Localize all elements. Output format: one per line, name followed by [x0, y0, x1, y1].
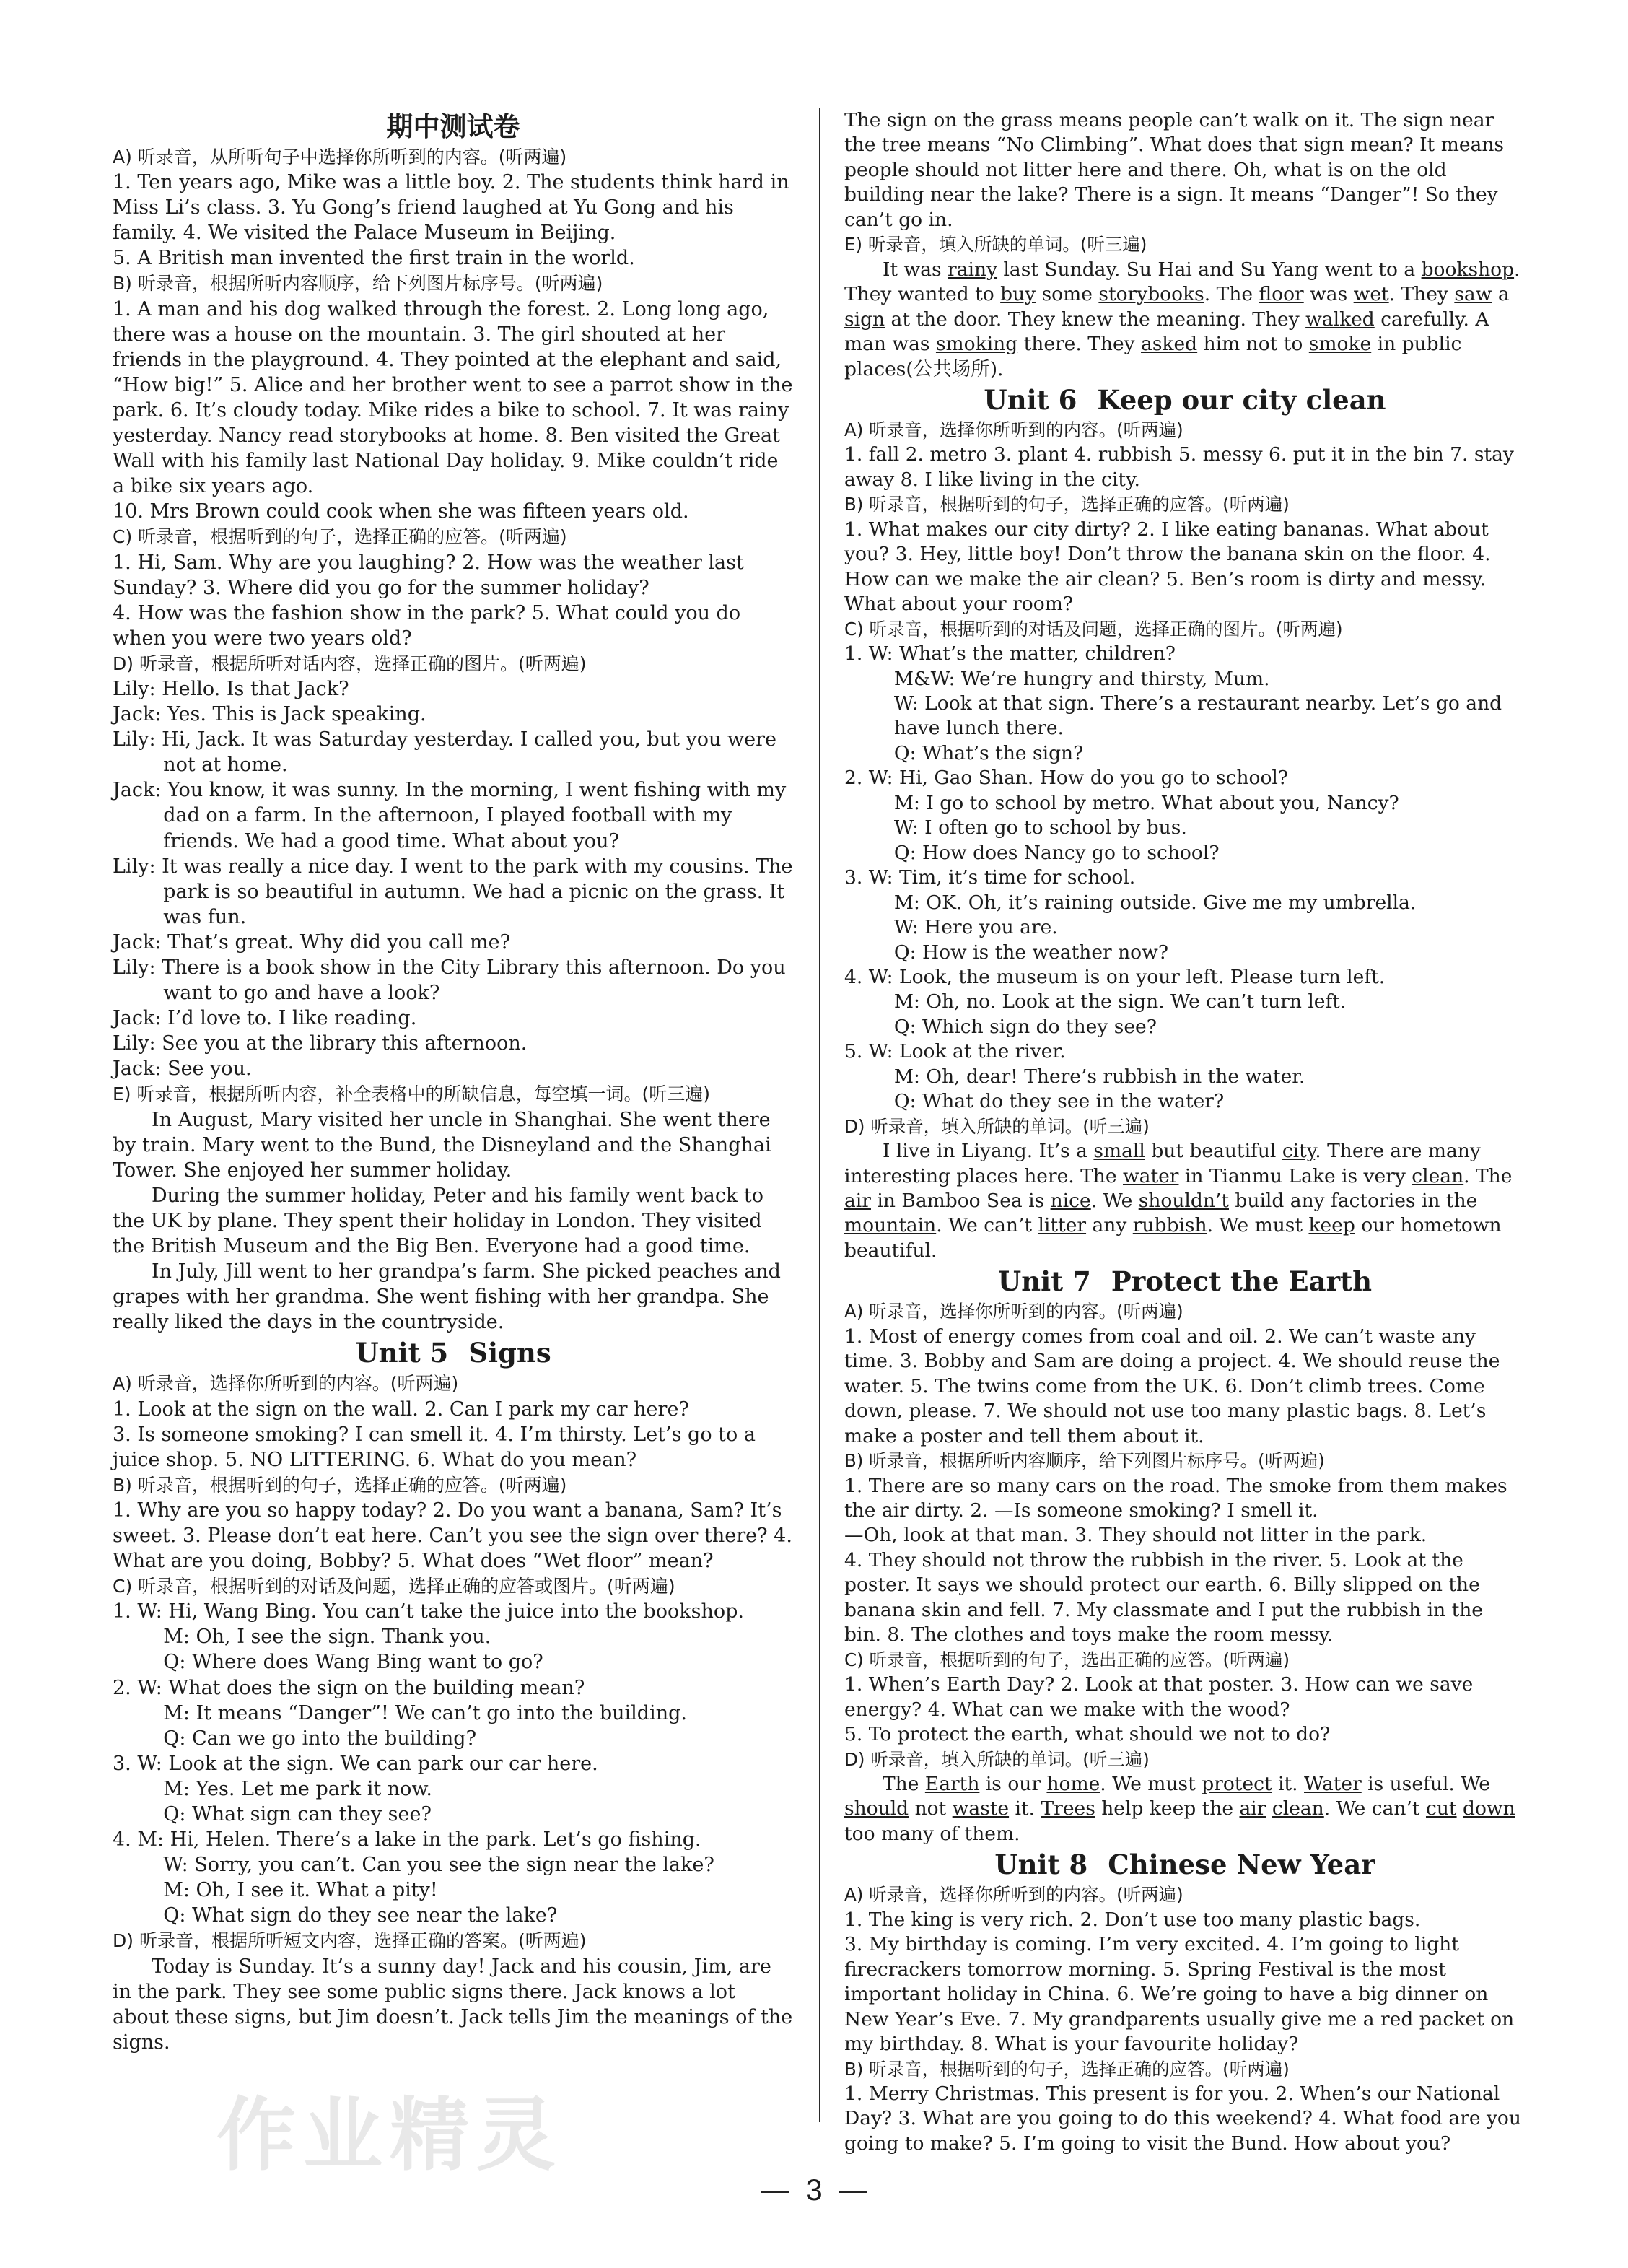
- unit-number: Unit 8: [994, 1849, 1088, 1881]
- text-paragraph: 1. Merry Christmas. This present is for you. 2. When’s our National Day? 3. What are you going to do this weekend? 4. What food are you going to make? 5. I’m going to visit the Bund. How about you?: [844, 2082, 1521, 2155]
- dialogue-line: Lily: It was really a nice day. I went to the park with my cousins. The park is so beautiful in autumn. We had a picnic on the grass. It was fun.: [113, 855, 793, 928]
- passage-text: [1457, 1797, 1463, 1820]
- dialogue-line: Jack: You know, it was sunny. In the morning, I went fishing with my dad on a farm. In the afternoon, I played football with my friends. We had a good time. What about you?: [113, 779, 787, 852]
- passage-text: a: [1492, 283, 1510, 306]
- answer-blank-word: wet: [1353, 283, 1389, 306]
- unit-title: [844, 382, 1526, 418]
- passage-text: there. They: [1017, 333, 1142, 356]
- passage-text: is useful. We: [1361, 1773, 1490, 1795]
- instruction-line: B) 听录音，根据所听内容顺序，给下列图片标序号。(听两遍): [113, 273, 603, 295]
- unit-title: [113, 1335, 794, 1371]
- passage-paragraph: [844, 1139, 1526, 1263]
- answer-blank-word: smoking: [935, 333, 1018, 356]
- passage-text: . We must: [1100, 1773, 1202, 1795]
- text-paragraph: 1. Look at the sign on the wall. 2. Can I park my car here?: [113, 1397, 689, 1421]
- passage-text: in Tianmu Lake is very: [1178, 1164, 1412, 1187]
- passage-text: I live in Liyang. It’s a: [883, 1140, 1094, 1163]
- answer-blank-word: water: [1122, 1164, 1179, 1187]
- text-paragraph: 1. Ten years ago, Mike was a little boy. 2. The students think hard in Miss Li’s class. 3. Yu Gong’s friend laughed at Yu Gong and his family. 4. We visited the Palace Museum in Beijing.: [113, 171, 789, 245]
- text-paragraph: 5. A British man invented the first train in the world.: [113, 247, 635, 270]
- passage-paragraph: In July, Jill went to her grandpa’s farm. She picked peaches and grapes with her grandma. She went fishing with her grandpa. She really liked the days in the countryside.: [113, 1260, 781, 1334]
- answer-blank-word: asked: [1141, 333, 1198, 356]
- passage-text: him not to: [1197, 333, 1309, 356]
- answer-blank-word: buy: [1000, 283, 1036, 306]
- question-line: 5. W: Look at the river.: [844, 1040, 1066, 1063]
- unit-number: Unit 6: [984, 383, 1077, 416]
- answer-blank-word: waste: [952, 1797, 1010, 1820]
- dialogue-subline: W: I often go to school by bus.: [893, 816, 1187, 839]
- question-line: 4. M: Hi, Helen. There’s a lake in the park. Let’s go fishing.: [113, 1828, 701, 1852]
- passage-text: . We can’t: [936, 1214, 1038, 1237]
- passage-paragraph: Today is Sunday. It’s a sunny day! Jack and his cousin, Jim, are in the park. They see some public signs there. Jack knows a lot about these signs, but Jim doesn’t. Jack tells Jim the meanings of the signs.: [113, 1955, 793, 2054]
- text-paragraph: 3. My birthday is coming. I’m very excited. 4. I’m going to light firecrackers tomorrow morning. 5. Spring Festival is the most important holiday in China. 6. We’re going to have a big dinner on New Year’s Eve. 7. My grandparents usually give me a red packet on my birthday. 8. What is your favourite holiday?: [844, 1933, 1515, 2056]
- passage-text: . We: [1090, 1190, 1139, 1213]
- instruction-line: D) 听录音，填入所缺的单词。(听三遍): [844, 1748, 1150, 1770]
- dialogue-subline: Q: What’s the sign?: [893, 741, 1084, 764]
- watermark: 作业精灵: [216, 2089, 563, 2181]
- passage-text: any: [1086, 1214, 1133, 1237]
- passage-text: it.: [1272, 1773, 1305, 1795]
- left-column: [113, 108, 794, 2055]
- instruction-line: B) 听录音，根据听到的句子，选择正确的应答。(听两遍): [113, 1474, 567, 1496]
- text-paragraph: 10. Mrs Brown could cook when she was fifteen years old.: [113, 500, 689, 523]
- dialogue-subline: M: OK. Oh, it’s raining outside. Give me my umbrella.: [893, 891, 1417, 914]
- dialogue-line: Lily: See you at the library this afternoon.: [113, 1032, 528, 1055]
- instruction-line: D) 听录音，根据所听对话内容，选择正确的图片。(听两遍): [113, 653, 587, 674]
- instruction-line: C) 听录音，根据听到的句子，选择正确的应答。(听两遍): [113, 526, 567, 548]
- text-paragraph: The sign on the grass means people can’t walk on it. The sign near the tree means “No Climbing”. What does that sign mean? It means people should not litter here and there. Oh, what is on the old building near the lake? There is a sign. It means “Danger”! So they can’t go in.: [844, 109, 1505, 231]
- unit-name: Protect the Earth: [1111, 1265, 1373, 1298]
- instruction-line: B) 听录音，根据听到的句子，选择正确的应答。(听两遍): [844, 2058, 1290, 2080]
- answer-blank-word: cut: [1425, 1797, 1457, 1820]
- question-line: 4. W: Look, the museum is on your left. Please turn left.: [844, 965, 1386, 988]
- answer-blank-word: Earth: [924, 1773, 980, 1795]
- dialogue-subline: Q: What sign do they see near the lake?: [163, 1904, 558, 1927]
- text-paragraph: 1. The king is very rich. 2. Don’t use too many plastic bags.: [844, 1908, 1421, 1931]
- answer-blank-word: should: [844, 1797, 909, 1820]
- instruction-line: C) 听录音，根据听到的对话及问题，选择正确的应答或图片。(听两遍): [113, 1576, 675, 1597]
- instruction-line: E) 听录音，根据所听内容，补全表格中的所缺信息，每空填一词。(听三遍): [113, 1083, 711, 1105]
- passage-text: not: [909, 1797, 953, 1820]
- unit-number: Unit 5: [355, 1337, 449, 1369]
- dialogue-line: Jack: See you.: [113, 1057, 252, 1081]
- question-line: 1. W: What’s the matter, children?: [844, 642, 1176, 666]
- passage-text: . The: [1204, 283, 1259, 306]
- answer-blank-word: saw: [1454, 283, 1492, 306]
- question-line: 3. W: Tim, it’s time for school.: [844, 866, 1136, 889]
- passage-paragraph: [844, 258, 1526, 382]
- instruction-line: A) 听录音，选择你所听到的内容。(听两遍): [844, 1301, 1183, 1322]
- answer-blank-word: air: [844, 1190, 871, 1213]
- passage-text: at the door. They knew the meaning. They: [885, 308, 1306, 331]
- unit-name: Signs: [468, 1337, 551, 1369]
- answer-blank-word: nice: [1050, 1190, 1091, 1213]
- dialogue-subline: Q: What do they see in the water?: [893, 1090, 1225, 1113]
- section-title: 期中测试卷: [386, 110, 520, 142]
- answer-blank-word: bookshop: [1421, 258, 1515, 281]
- text-paragraph: 1. fall 2. metro 3. plant 4. rubbish 5. messy 6. put it in the bin 7. stay away 8. I like living in the city.: [844, 443, 1514, 491]
- text-paragraph: 3. Is someone smoking? I can smell it. 4. I’m thirsty. Let’s go to a juice shop. 5. NO LITTERING. 6. What do you mean?: [113, 1423, 756, 1471]
- answer-blank-word: down: [1462, 1797, 1515, 1820]
- dialogue-subline: M: Oh, no. Look at the sign. We can’t turn left.: [893, 990, 1347, 1013]
- answer-blank-word: walked: [1305, 308, 1375, 331]
- dialogue-subline: Q: How does Nancy go to school?: [893, 841, 1220, 864]
- instruction-line: A) 听录音，选择你所听到的内容。(听两遍): [844, 419, 1183, 440]
- dialogue-line: Jack: That’s great. Why did you call me?: [113, 930, 511, 954]
- passage-paragraph: In August, Mary visited her uncle in Shanghai. She went there by train. Mary went to the Bund, the Disneyland and the Shanghai Tower. She enjoyed her summer holiday.: [113, 1108, 771, 1182]
- passage-text: [1266, 1797, 1272, 1820]
- answer-blank-word: air: [1239, 1797, 1266, 1820]
- answer-blank-word: home: [1046, 1773, 1100, 1795]
- dialogue-subline: Q: How is the weather now?: [893, 941, 1169, 964]
- passage-text: in Bamboo Sea is: [870, 1190, 1051, 1213]
- passage-paragraph: [844, 1772, 1526, 1846]
- column-divider: [819, 108, 820, 2122]
- passage-text: The: [883, 1773, 925, 1795]
- text-paragraph: 4. How was the fashion show in the park? 5. What could you do when you were two years old?: [113, 601, 741, 650]
- answer-blank-word: rubbish: [1132, 1214, 1207, 1237]
- instruction-line: E) 听录音，填入所缺的单词。(听三遍): [844, 234, 1147, 256]
- answer-blank-word: Water: [1304, 1773, 1362, 1795]
- dialogue-subline: W: Here you are.: [893, 916, 1058, 939]
- dialogue-subline: M: I go to school by metro. What about you, Nancy?: [893, 791, 1399, 814]
- unit-name: Keep our city clean: [1097, 383, 1386, 416]
- unit-number: Unit 7: [997, 1265, 1091, 1298]
- text-paragraph: 4. They should not throw the rubbish in the river. 5. Look at the poster. It says we should protect our earth. 6. Billy slipped on the banana skin and fell. 7. My classmate and I put the rubbish in the bin. 8. The clothes and toys make the room messy.: [844, 1548, 1483, 1647]
- dialogue-subline: M: It means “Danger”! We can’t go into the building.: [163, 1701, 687, 1724]
- passage-text: build any factories in the: [1229, 1190, 1478, 1213]
- dialogue-subline: Q: What sign can they see?: [163, 1803, 432, 1826]
- page-number: [0, 2173, 1628, 2207]
- passage-text: . We can’t: [1323, 1797, 1426, 1820]
- instruction-line: D) 听录音，填入所缺的单词。(听三遍): [844, 1115, 1150, 1137]
- answer-blank-word: smoke: [1308, 333, 1372, 356]
- answer-blank-word: clean: [1412, 1164, 1464, 1187]
- instruction-line: D) 听录音，根据所听短文内容，选择正确的答案。(听两遍): [113, 1930, 587, 1952]
- instruction-line: C) 听录音，根据听到的对话及问题，选择正确的图片。(听两遍): [844, 618, 1343, 640]
- answer-blank-word: clean: [1272, 1797, 1324, 1820]
- passage-text: . The: [1463, 1164, 1513, 1187]
- dialogue-subline: Q: Which sign do they see?: [893, 1015, 1157, 1038]
- instruction-line: A) 听录音，选择你所听到的内容。(听两遍): [113, 1373, 459, 1395]
- text-paragraph: 1. What makes our city dirty? 2. I like eating bananas. What about you? 3. Hey, little boy! Don’t throw the banana skin on the floor. 4. How can we make the air clean? 5. Ben’s room is dirty and messy. What about your room?: [844, 518, 1491, 616]
- passage-text: It was: [883, 258, 948, 281]
- text-paragraph: 1. Why are you so happy today? 2. Do you want a banana, Sam? It’s sweet. 3. Please don’t eat here. Can’t you see the sign over there? 4. What are you doing, Bobby? 5. What does “Wet floor” mean?: [113, 1499, 792, 1573]
- dialogue-subline: M: Oh, I see the sign. Thank you.: [163, 1626, 491, 1649]
- answer-blank-word: small: [1093, 1140, 1145, 1163]
- dialogue-subline: M: Oh, dear! There’s rubbish in the water.: [893, 1065, 1305, 1088]
- answer-blank-word: shouldn’t: [1138, 1190, 1229, 1213]
- text-paragraph: 5. To protect the earth, what should we not to do?: [844, 1723, 1331, 1746]
- question-line: 2. W: What does the sign on the building mean?: [113, 1676, 585, 1699]
- dialogue-line: Jack: I’d love to. I like reading.: [113, 1007, 417, 1030]
- answer-blank-word: mountain: [844, 1214, 937, 1237]
- dialogue-subline: M: Oh, I see it. What a pity!: [163, 1879, 438, 1902]
- instruction-line: C) 听录音，根据听到的句子，选出正确的应答。(听两遍): [844, 1649, 1290, 1670]
- answer-blank-word: protect: [1202, 1773, 1272, 1795]
- passage-text: . They: [1388, 283, 1455, 306]
- passage-text: last Sunday. Su Hai and Su Yang went to a: [997, 258, 1422, 281]
- text-paragraph: 1. When’s Earth Day? 2. Look at that poster. 3. How can we save energy? 4. What can we make with the wood?: [844, 1673, 1474, 1721]
- question-line: 1. W: Hi, Wang Bing. You can’t take the juice into the bookshop.: [113, 1600, 744, 1623]
- passage-text: too many of them.: [844, 1822, 1020, 1845]
- instruction-line: A) 听录音，从所听句子中选择你所听到的内容。(听两遍): [113, 147, 567, 167]
- instruction-line: B) 听录音，根据听到的句子，选择正确的应答。(听两遍): [844, 494, 1290, 515]
- dialogue-subline: W: Look at that sign. There’s a restaurant nearby. Let’s go and have lunch there.: [893, 692, 1502, 740]
- page-dash-left: [761, 2191, 789, 2193]
- unit-title: [844, 1846, 1526, 1883]
- right-column: [844, 108, 1526, 2156]
- passage-text: some: [1036, 283, 1099, 306]
- dialogue-line: Jack: Yes. This is Jack speaking.: [113, 703, 426, 726]
- text-paragraph: 1. Hi, Sam. Why are you laughing? 2. How was the weather last Sunday? 3. Where did you go for the summer holiday?: [113, 551, 744, 599]
- answer-blank-word: storybooks: [1098, 283, 1204, 306]
- passage-text: . They wanted to: [844, 258, 1520, 306]
- text-paragraph: 1. Most of energy comes from coal and oil. 2. We can’t waste any time. 3. Bobby and Sam are doing a project. 4. We should reuse the water. 5. The twins come from the UK. 6. Don’t climb trees. Come down, please. 7. We should not use too many plastic bags. 8. Let’s make a poster and tell them about it.: [844, 1325, 1500, 1447]
- passage-paragraph: During the summer holiday, Peter and his family went back to the UK by plane. They spent their holiday in London. They visited the British Museum and the Big Ben. Everyone had a good time.: [113, 1184, 764, 1258]
- passage-text: carefully. A man was: [844, 308, 1489, 356]
- passage-text: . We must: [1207, 1214, 1309, 1237]
- answer-blank-word: city: [1282, 1140, 1316, 1163]
- dialogue-subline: Q: Can we go into the building?: [163, 1727, 477, 1750]
- page-number-text: 3: [805, 2173, 823, 2207]
- passage-text: in public places(公共场所).: [844, 333, 1462, 380]
- answer-blank-word: sign: [844, 308, 885, 331]
- question-line: 3. W: Look at the sign. We can park our car here.: [113, 1752, 598, 1775]
- question-line: 2. W: Hi, Gao Shan. How do you go to school?: [844, 767, 1289, 790]
- text-paragraph: 1. There are so many cars on the road. The smoke from them makes the air dirty. 2. —Is someone smoking? I smell it.: [844, 1474, 1507, 1522]
- text-paragraph: —Oh, look at that man. 3. They should not litter in the park.: [844, 1524, 1427, 1547]
- passage-text: . There are many interesting places here. The: [844, 1140, 1481, 1187]
- unit-name: Chinese New Year: [1108, 1849, 1375, 1881]
- passage-text: it.: [1009, 1797, 1041, 1820]
- passage-text: is our: [979, 1773, 1047, 1795]
- instruction-line: B) 听录音，根据所听内容顺序，给下列图片标序号。(听两遍): [844, 1450, 1325, 1472]
- answer-blank-word: Trees: [1041, 1797, 1095, 1820]
- dialogue-subline: M&W: We’re hungry and thirsty, Mum.: [893, 667, 1270, 690]
- dialogue-line: Lily: Hi, Jack. It was Saturday yesterday. I called you, but you were not at home.: [113, 728, 776, 777]
- answer-blank-word: keep: [1308, 1214, 1355, 1237]
- passage-text: our hometown beautiful.: [844, 1214, 1502, 1262]
- answer-blank-word: floor: [1259, 283, 1304, 306]
- dialogue-subline: Q: Where does Wang Bing want to go?: [163, 1651, 543, 1674]
- page-dash-right: [839, 2191, 867, 2193]
- dialogue-subline: W: Sorry, you can’t. Can you see the sign near the lake?: [163, 1854, 714, 1877]
- answer-blank-word: litter: [1038, 1214, 1087, 1237]
- dialogue-subline: M: Yes. Let me park it now.: [163, 1777, 432, 1800]
- dialogue-line: Lily: There is a book show in the City Library this afternoon. Do you want to go and have a look?: [113, 956, 786, 1005]
- answer-blank-word: rainy: [948, 258, 998, 281]
- instruction-line: A) 听录音，选择你所听到的内容。(听两遍): [844, 1884, 1183, 1906]
- passage-text: help keep the: [1095, 1797, 1240, 1820]
- passage-text: was: [1303, 283, 1354, 306]
- dialogue-line: Lily: Hello. Is that Jack?: [113, 677, 349, 700]
- text-paragraph: 1. A man and his dog walked through the forest. 2. Long long ago, there was a house on the mountain. 3. The girl shouted at her friends in the playground. 4. They pointed at the elephant and said, “How big!” 5. Alice and her brother went to see a parrot show in the park. 6. It’s cloudy today. Mike rides a bike to school. 7. It was rainy yesterday. Nancy read storybooks at home. 8. Ben visited the Great Wall with his family last National Day holiday. 9. Mike couldn’t ride a bike six years ago.: [113, 297, 793, 498]
- unit-title: [844, 1263, 1526, 1299]
- passage-text: but beautiful: [1145, 1140, 1282, 1163]
